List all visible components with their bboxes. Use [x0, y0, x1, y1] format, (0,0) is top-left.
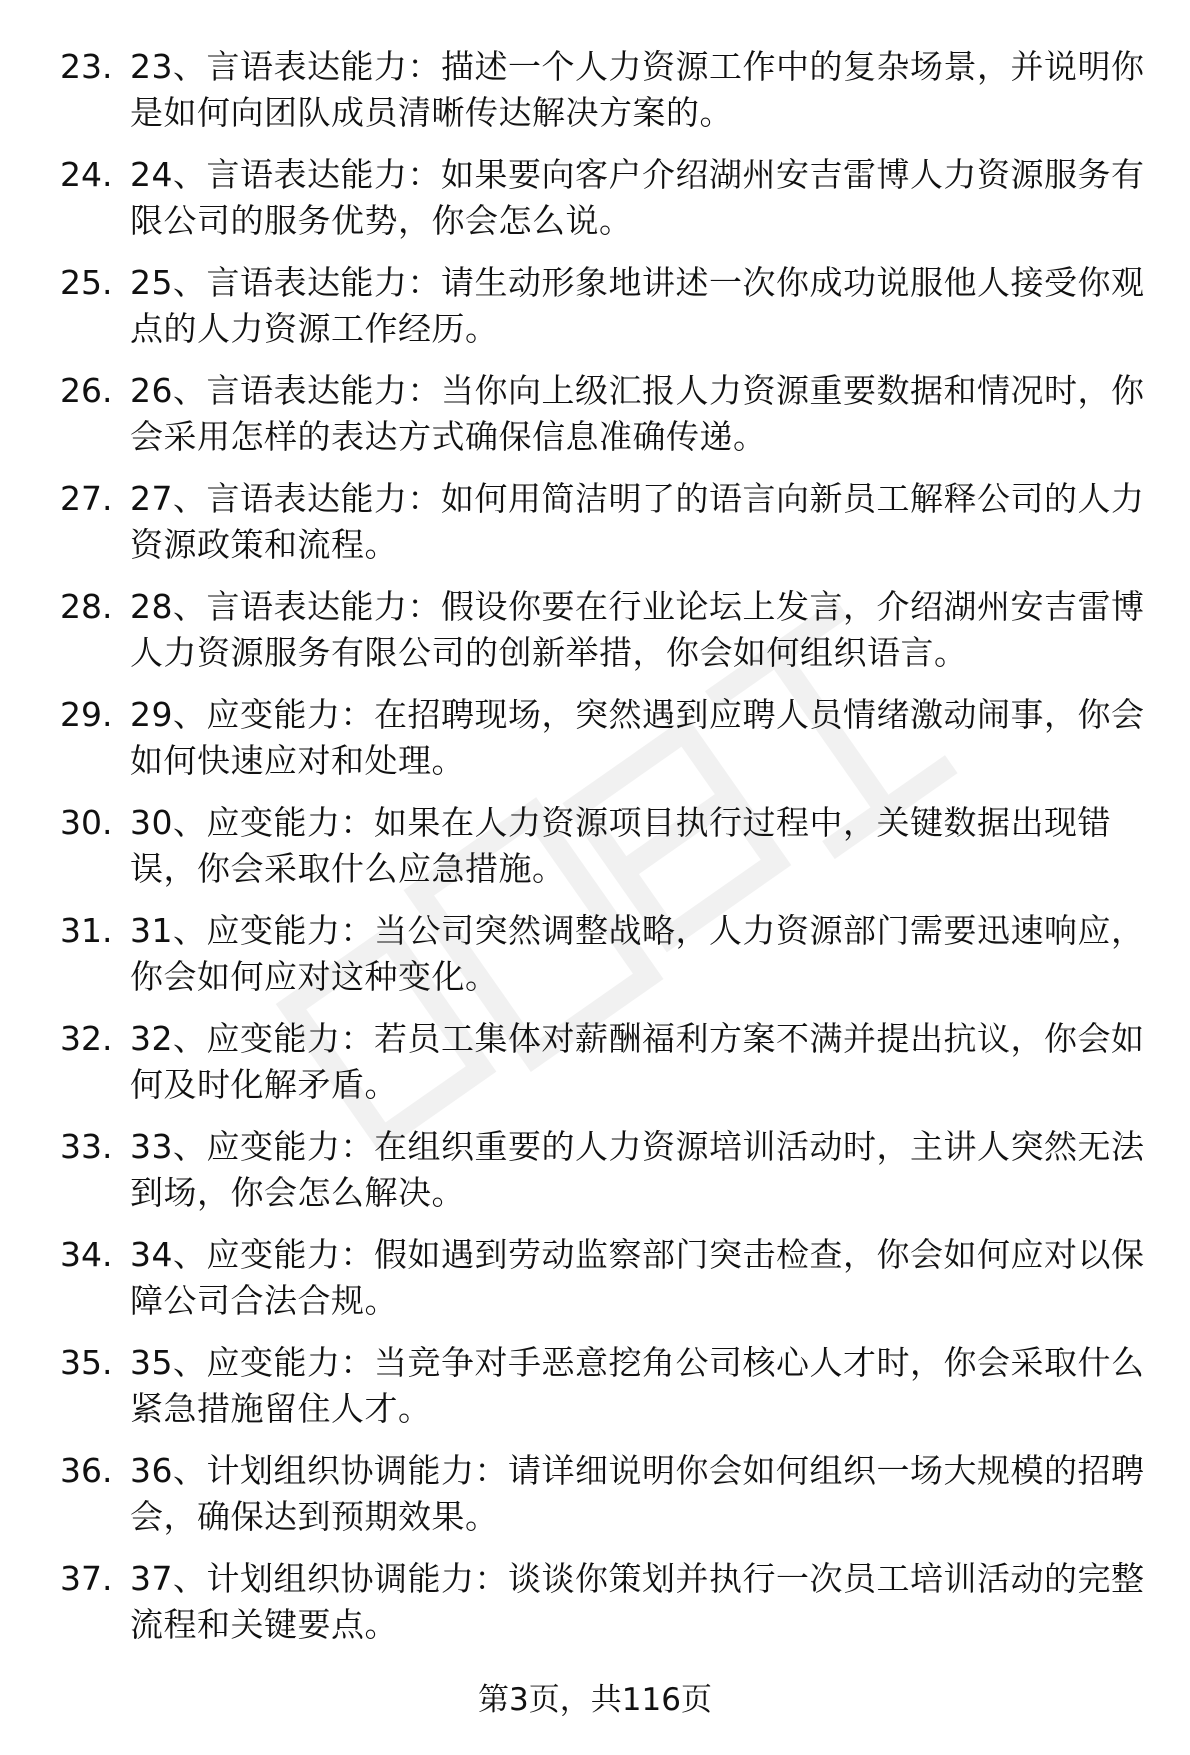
list-item-text: 25、言语表达能力：请生动形象地讲述一次你成功说服他人接受你观点的人力资源工作经历。 — [130, 263, 1145, 348]
list-item-number: 28. — [60, 587, 113, 626]
list-item-number: 25. — [60, 263, 113, 302]
list-item-number: 26. — [60, 371, 113, 410]
list-item — [0, 800, 1190, 908]
question-list — [0, 44, 1190, 1664]
list-item-text: 37、计划组织协调能力：谈谈你策划并执行一次员工培训活动的完整流程和关键要点。 — [130, 1559, 1145, 1644]
list-item-number: 34. — [60, 1235, 113, 1274]
list-item-number: 23. — [60, 47, 113, 86]
list-item — [0, 692, 1190, 800]
list-item-number: 36. — [60, 1451, 113, 1490]
list-item — [0, 1124, 1190, 1232]
list-item — [0, 1232, 1190, 1340]
list-item-text: 31、应变能力：当公司突然调整战略，人力资源部门需要迅速响应，你会如何应对这种变化。 — [130, 911, 1145, 996]
list-item-text: 33、应变能力：在组织重要的人力资源培训活动时，主讲人突然无法到场，你会怎么解决。 — [130, 1127, 1145, 1212]
list-item-number: 32. — [60, 1019, 113, 1058]
list-item-text: 23、言语表达能力：描述一个人力资源工作中的复杂场景，并说明你是如何向团队成员清晰传达解决方案的。 — [130, 47, 1145, 132]
list-item — [0, 260, 1190, 368]
list-item-text: 35、应变能力：当竞争对手恶意挖角公司核心人才时，你会采取什么紧急措施留住人才。 — [130, 1343, 1145, 1428]
list-item-text: 34、应变能力：假如遇到劳动监察部门突击检查，你会如何应对以保障公司合法合规。 — [130, 1235, 1145, 1320]
list-item — [0, 1556, 1190, 1664]
list-item — [0, 1448, 1190, 1556]
list-item-number: 31. — [60, 911, 113, 950]
list-item — [0, 152, 1190, 260]
list-item — [0, 44, 1190, 152]
list-item-text: 24、言语表达能力：如果要向客户介绍湖州安吉雷博人力资源服务有限公司的服务优势，你会怎么说。 — [130, 155, 1145, 240]
list-item — [0, 908, 1190, 1016]
list-item-number: 29. — [60, 695, 113, 734]
list-item — [0, 1340, 1190, 1448]
list-item-number: 24. — [60, 155, 113, 194]
list-item-text: 26、言语表达能力：当你向上级汇报人力资源重要数据和情况时，你会采用怎样的表达方式确保信息准确传递。 — [130, 371, 1145, 456]
list-item — [0, 368, 1190, 476]
list-item-number: 35. — [60, 1343, 113, 1382]
list-item-text: 28、言语表达能力：假设你要在行业论坛上发言，介绍湖州安吉雷博人力资源服务有限公司的创新举措，你会如何组织语言。 — [130, 587, 1145, 672]
page-number-footer: 第3页，共116页 — [478, 1682, 712, 1718]
list-item — [0, 1016, 1190, 1124]
list-item-text: 29、应变能力：在招聘现场，突然遇到应聘人员情绪激动闹事，你会如何快速应对和处理。 — [130, 695, 1145, 780]
list-item — [0, 476, 1190, 584]
list-item-number: 33. — [60, 1127, 113, 1166]
list-item-text: 36、计划组织协调能力：请详细说明你会如何组织一场大规模的招聘会，确保达到预期效果。 — [130, 1451, 1145, 1536]
list-item-text: 27、言语表达能力：如何用简洁明了的语言向新员工解释公司的人力资源政策和流程。 — [130, 479, 1145, 564]
list-item-text: 32、应变能力：若员工集体对薪酬福利方案不满并提出抗议，你会如何及时化解矛盾。 — [130, 1019, 1145, 1104]
list-item-number: 30. — [60, 803, 113, 842]
list-item — [0, 584, 1190, 692]
list-item-number: 27. — [60, 479, 113, 518]
list-item-number: 37. — [60, 1559, 113, 1598]
list-item-text: 30、应变能力：如果在人力资源项目执行过程中，关键数据出现错误，你会采取什么应急措施。 — [130, 803, 1111, 888]
